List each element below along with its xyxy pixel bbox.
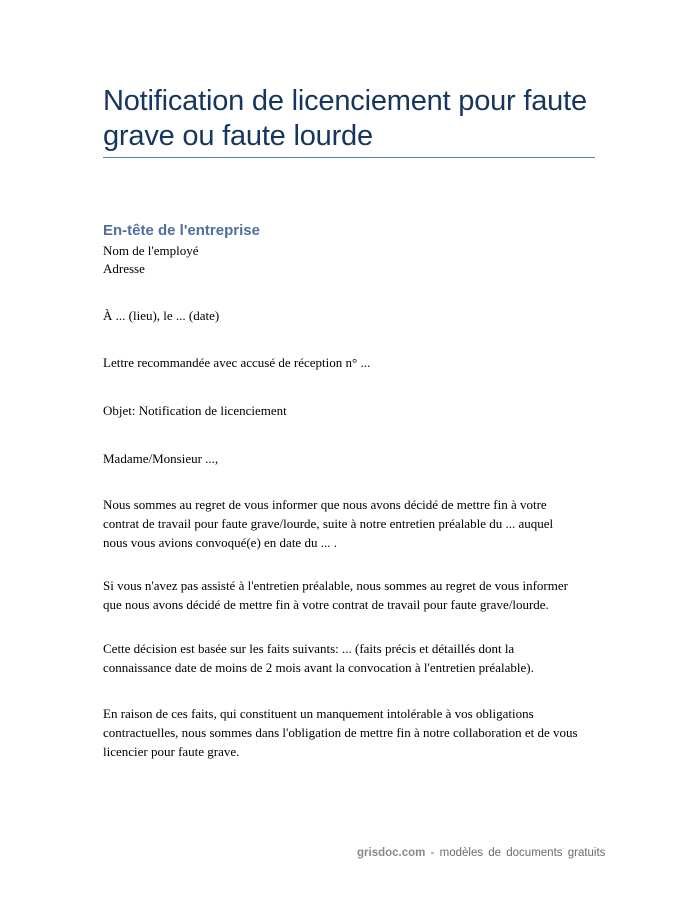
paragraph-dismissal-notice — [103, 495, 603, 552]
title-underline-rule — [103, 157, 595, 158]
employee-name: Nom de l'employé — [103, 243, 199, 258]
place-date-line: À ... (lieu), le ... (date) — [103, 308, 220, 323]
registered-letter-line: Lettre recommandée avec accusé de réception n° ... — [103, 355, 371, 370]
paragraph-line: contractuelles, nous sommes dans l'obligation de mettre fin à notre collaboration et de vous — [103, 725, 578, 740]
paragraph-absence — [103, 576, 603, 614]
paragraph-line: contrat de travail pour faute grave/lourde, suite à notre entretien préalable du ... auquel — [103, 516, 554, 531]
footer-site-link[interactable]: grisdoc.com — [357, 847, 426, 859]
page-footer — [357, 845, 605, 861]
paragraph-line: connaissance date de moins de 2 mois avant la convocation à l'entretien préalable). — [103, 660, 534, 675]
paragraph-line: nous vous avions convoqué(e) en date du ... . — [103, 535, 337, 550]
paragraph-line: Cette décision est basée sur les faits suivants: ... (faits précis et détaillés dont la — [103, 641, 515, 656]
paragraph-line: licencier pour faute grave. — [103, 744, 240, 759]
document-title-line-2: grave ou faute lourde — [103, 120, 373, 152]
employee-address: Adresse — [103, 261, 145, 276]
footer-tagline: - modèles de documents gratuits — [430, 847, 606, 859]
paragraph-line: En raison de ces faits, qui constituent un manquement intolérable à vos obligations — [103, 706, 534, 721]
paragraph-facts — [103, 639, 603, 677]
paragraph-consequence — [103, 704, 603, 761]
document-title-line-1: Notification de licenciement pour faute — [103, 85, 587, 117]
company-heading: En-tête de l'entreprise — [103, 222, 260, 239]
document-title — [103, 84, 603, 154]
paragraph-line: Nous sommes au regret de vous informer que nous avons décidé de mettre fin à votre — [103, 497, 547, 512]
paragraph-line: que nous avons décidé de mettre fin à votre contrat de travail pour faute grave/lourde. — [103, 597, 549, 612]
paragraph-line: Si vous n'avez pas assisté à l'entretien préalable, nous sommes au regret de vous informer — [103, 578, 568, 593]
subject-line: Objet: Notification de licenciement — [103, 403, 287, 418]
salutation-line: Madame/Monsieur ..., — [103, 451, 219, 466]
